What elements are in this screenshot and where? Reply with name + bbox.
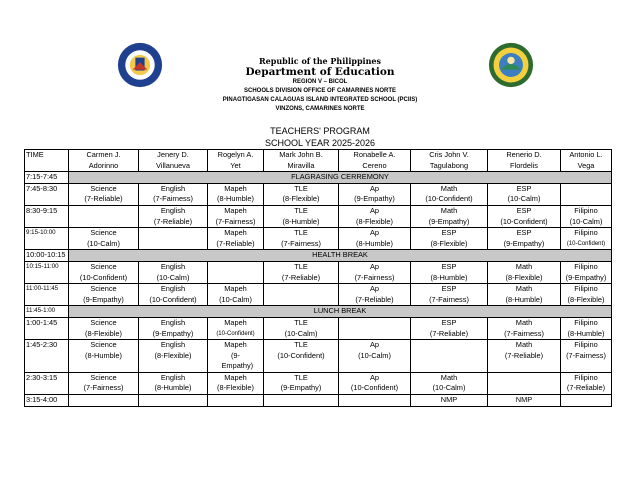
teacher-first-name: Carmen J. xyxy=(86,150,121,159)
republic-text: Republic of the Philippines xyxy=(258,56,381,66)
teacher-header xyxy=(69,150,139,172)
subject-label: Ap xyxy=(369,261,380,271)
teacher-last-name: Adorinno xyxy=(88,160,119,170)
class-cell xyxy=(411,395,488,407)
table-row xyxy=(25,317,612,339)
section-label: (9-Empathy) xyxy=(565,272,607,282)
subject-label: English xyxy=(160,317,186,327)
section-label: (7-Fairness) xyxy=(83,383,124,393)
subject-label: Math xyxy=(515,261,533,271)
class-cell xyxy=(561,317,612,339)
subject-label: Math xyxy=(515,317,533,327)
class-cell xyxy=(139,284,208,306)
class-cell xyxy=(488,340,561,373)
subject-label: Ap xyxy=(369,228,380,238)
class-cell xyxy=(561,372,612,394)
section-label: (10-Calm) xyxy=(87,238,120,248)
class-cell xyxy=(339,261,411,283)
subject-label: Mapeh xyxy=(224,205,247,215)
section-label: (7-Reliable) xyxy=(281,272,321,282)
class-cell xyxy=(208,261,264,283)
class-cell xyxy=(208,183,264,205)
table-row xyxy=(25,172,612,184)
table-row xyxy=(25,250,612,262)
subject-label: Ap xyxy=(369,372,380,382)
class-cell xyxy=(561,205,612,227)
teacher-last-name: Cereno xyxy=(362,160,387,170)
break-label: FLAGRASING CERREMONY xyxy=(69,172,612,184)
class-cell xyxy=(339,395,411,407)
section-label: (7-Reliable) xyxy=(84,194,123,204)
time-slot: 9:15-10:00 xyxy=(25,228,69,250)
subject-label: Mapeh xyxy=(224,228,247,238)
class-cell xyxy=(561,284,612,306)
subject-label: ESP xyxy=(516,228,532,238)
table-row xyxy=(25,340,612,373)
subject-label: Filipino xyxy=(574,317,598,327)
school-year: SCHOOL YEAR 2025-2026 xyxy=(264,138,376,148)
section-label: (10-Calm) xyxy=(358,350,391,360)
class-cell xyxy=(139,372,208,394)
subject-label: Ap xyxy=(369,340,380,350)
class-cell xyxy=(264,340,339,373)
class-cell xyxy=(69,340,139,373)
time-slot: 1:45-2:30 xyxy=(25,340,69,373)
subject-label: Science xyxy=(90,284,117,294)
class-cell xyxy=(208,340,264,373)
section-label: (8-Humble) xyxy=(217,194,254,204)
subject-label: Science xyxy=(90,228,117,238)
class-cell xyxy=(488,183,561,205)
class-cell xyxy=(411,372,488,394)
subject-label: ESP xyxy=(516,183,532,193)
section-label: (7-Fairness) xyxy=(153,194,193,204)
teacher-first-name: Jenery D. xyxy=(157,150,189,159)
time-slot: 1:00-1:45 xyxy=(25,317,69,339)
section-label: (10-Confident) xyxy=(216,330,255,337)
subject-label: Filipino xyxy=(574,284,598,294)
class-cell xyxy=(264,228,339,250)
subject-label: Science xyxy=(90,372,117,382)
region-text: REGION V – BICOL xyxy=(292,79,348,85)
section-label: (9-Empathy) xyxy=(503,238,545,248)
teacher-first-name: Cris John V. xyxy=(429,150,469,159)
school-location: VINZONS, CAMARINES NORTE xyxy=(275,106,365,112)
class-cell xyxy=(69,261,139,283)
subject-label: Science xyxy=(90,261,117,271)
section-label: (10-Calm) xyxy=(569,216,603,226)
teacher-first-name: Mark John B. xyxy=(279,150,323,159)
subject-label: English xyxy=(160,183,186,193)
teacher-last-name: Villanueva xyxy=(156,160,190,170)
class-cell xyxy=(488,205,561,227)
class-cell xyxy=(488,228,561,250)
class-cell xyxy=(69,183,139,205)
subject-label: TLE xyxy=(294,317,308,327)
subject-label: Math xyxy=(440,183,458,193)
class-cell xyxy=(208,228,264,250)
time-slot: 7:45-8:30 xyxy=(25,183,69,205)
section-label: (8-Flexible) xyxy=(282,194,320,204)
class-cell xyxy=(339,228,411,250)
section-label: (10-Calm) xyxy=(156,272,190,282)
section-label: (8-Humble) xyxy=(154,383,192,393)
section-label: (9-Empathy) xyxy=(221,350,254,371)
class-cell xyxy=(411,183,488,205)
table-row xyxy=(25,372,612,394)
class-cell xyxy=(339,183,411,205)
subject-label: English xyxy=(160,205,186,215)
section-label: (9-Empathy) xyxy=(152,328,194,338)
class-cell xyxy=(264,317,339,339)
subject-label: Filipino xyxy=(574,261,598,271)
break-label: LUNCH BREAK xyxy=(69,306,612,318)
class-cell xyxy=(139,317,208,339)
section-label: (7-Reliable) xyxy=(216,238,255,248)
section-label: (8-Humble) xyxy=(430,272,468,282)
program-title: TEACHERS' PROGRAM xyxy=(270,126,370,136)
class-cell xyxy=(69,205,139,227)
section-label: (9-Empathy) xyxy=(428,216,470,226)
section-label: (10-Confident) xyxy=(566,240,606,247)
section-label: (8-Flexible) xyxy=(505,272,543,282)
subject-label: NMP xyxy=(440,395,458,405)
section-label: (10-Confident) xyxy=(277,350,325,360)
section-label: (10-Confident) xyxy=(350,383,399,393)
section-label: (7-Reliable) xyxy=(153,216,193,226)
subject-label: TLE xyxy=(294,340,308,350)
subject-label: Filipino xyxy=(574,228,598,238)
time-header: TIME xyxy=(25,150,69,172)
teacher-header xyxy=(561,150,612,172)
class-cell xyxy=(208,317,264,339)
teacher-first-name: Antonio L. xyxy=(569,150,603,159)
teacher-last-name: Flordelis xyxy=(510,160,538,170)
subject-label: English xyxy=(160,372,186,382)
class-cell xyxy=(488,261,561,283)
section-label: (7-Reliable) xyxy=(504,350,544,360)
class-cell xyxy=(411,284,488,306)
subject-label: English xyxy=(160,261,186,271)
class-cell xyxy=(561,183,612,205)
break-label: HEALTH BREAK xyxy=(69,250,612,262)
subject-label: TLE xyxy=(294,228,308,238)
subject-label: Ap xyxy=(369,183,380,193)
class-cell xyxy=(208,205,264,227)
teacher-header xyxy=(264,150,339,172)
table-row xyxy=(25,228,612,250)
class-cell xyxy=(139,228,208,250)
class-cell xyxy=(139,261,208,283)
teacher-first-name: Ronabelle A. xyxy=(353,150,396,159)
class-cell xyxy=(561,228,612,250)
time-slot: 10:00-10:15 xyxy=(25,250,69,262)
class-cell xyxy=(488,317,561,339)
class-cell xyxy=(69,228,139,250)
subject-label: Filipino xyxy=(574,372,598,382)
time-slot: 10:15-11:00 xyxy=(25,261,69,283)
subject-label: Math xyxy=(515,340,533,350)
table-row xyxy=(25,183,612,205)
subject-label: ESP xyxy=(441,228,457,238)
letterhead xyxy=(0,57,640,114)
teacher-header xyxy=(488,150,561,172)
subject-label: Mapeh xyxy=(224,372,247,382)
class-cell xyxy=(488,284,561,306)
teacher-header xyxy=(411,150,488,172)
class-cell xyxy=(264,261,339,283)
section-label: (9-Empathy) xyxy=(83,294,124,304)
time-slot: 2:30-3:15 xyxy=(25,372,69,394)
section-label: (10-Calm) xyxy=(219,294,252,304)
section-label: (8-Flexible) xyxy=(567,294,605,304)
department-text: Department of Education xyxy=(245,66,395,78)
class-cell xyxy=(264,183,339,205)
class-cell xyxy=(69,317,139,339)
subject-label: TLE xyxy=(294,372,308,382)
section-label: (7-Fairness) xyxy=(429,294,469,304)
class-cell xyxy=(339,284,411,306)
time-slot: 11:00-11:45 xyxy=(25,284,69,306)
class-cell xyxy=(139,205,208,227)
teacher-first-name: Rogelyn A. xyxy=(217,150,254,159)
table-row xyxy=(25,284,612,306)
class-cell xyxy=(264,395,339,407)
subject-label: ESP xyxy=(441,284,457,294)
section-label: (9-Empathy) xyxy=(280,383,322,393)
section-label: (8-Flexible) xyxy=(356,216,393,226)
subject-label: TLE xyxy=(294,205,308,215)
section-label: (8-Humble) xyxy=(282,216,320,226)
section-label: (8-Flexible) xyxy=(430,238,468,248)
section-label: (10-Calm) xyxy=(284,328,318,338)
subject-label: Mapeh xyxy=(224,284,247,294)
subject-label: Science xyxy=(90,340,117,350)
time-slot: 11:45-1:00 xyxy=(25,306,69,318)
table-row xyxy=(25,395,612,407)
school-name: PINAGTIGASAN CALAGUAS ISLAND INTEGRATED SCHOOL (PCIIS) xyxy=(222,97,418,103)
subject-label: ESP xyxy=(441,261,457,271)
subject-label: NMP xyxy=(515,395,533,405)
class-cell xyxy=(139,183,208,205)
class-cell xyxy=(411,228,488,250)
table-row xyxy=(25,261,612,283)
class-cell xyxy=(339,317,411,339)
teacher-last-name: Yet xyxy=(230,160,241,170)
table-row xyxy=(25,205,612,227)
class-cell xyxy=(561,340,612,373)
subject-label: Filipino xyxy=(574,205,598,215)
subject-label: Science xyxy=(90,183,117,193)
schedule-table xyxy=(24,149,612,407)
section-label: (9-Empathy) xyxy=(354,194,395,204)
schedule-body xyxy=(25,150,612,407)
subject-label: Science xyxy=(90,317,117,327)
section-label: (7-Reliable) xyxy=(355,294,394,304)
teacher-header xyxy=(339,150,411,172)
section-label: (8-Flexible) xyxy=(217,383,254,393)
section-label: (7-Fairness) xyxy=(354,272,395,282)
time-slot: 7:15-7:45 xyxy=(25,172,69,184)
section-label: (10-Confident) xyxy=(149,294,197,304)
subject-label: Math xyxy=(515,284,533,294)
class-cell xyxy=(411,205,488,227)
class-cell xyxy=(411,261,488,283)
teacher-first-name: Renerio D. xyxy=(506,150,542,159)
section-label: (7-Fairness) xyxy=(215,216,256,226)
section-label: (8-Flexible) xyxy=(154,350,192,360)
class-cell xyxy=(208,395,264,407)
class-cell xyxy=(69,372,139,394)
class-cell xyxy=(488,395,561,407)
class-cell xyxy=(264,205,339,227)
subject-label: Ap xyxy=(369,205,380,215)
section-label: (10-Calm) xyxy=(507,194,541,204)
subject-label: Math xyxy=(440,372,458,382)
subject-label: Mapeh xyxy=(224,340,247,350)
teacher-header xyxy=(139,150,208,172)
class-cell xyxy=(411,340,488,373)
class-cell xyxy=(561,261,612,283)
section-label: (10-Confident) xyxy=(79,272,128,282)
section-label: (8-Flexible) xyxy=(85,328,122,338)
class-cell xyxy=(339,340,411,373)
subject-label: Math xyxy=(440,205,458,215)
class-cell xyxy=(69,284,139,306)
subject-label: TLE xyxy=(294,183,308,193)
section-label: (8-Humble) xyxy=(505,294,543,304)
subject-label: ESP xyxy=(441,317,457,327)
class-cell xyxy=(139,340,208,373)
table-row xyxy=(25,306,612,318)
section-label: (8-Humble) xyxy=(567,328,605,338)
section-label: (10-Calm) xyxy=(432,383,466,393)
subject-label: ESP xyxy=(516,205,532,215)
subject-label: Mapeh xyxy=(224,183,247,193)
subject-label: Mapeh xyxy=(224,317,247,327)
subject-label: Filipino xyxy=(574,340,598,350)
subject-label: English xyxy=(160,340,186,350)
subject-label: English xyxy=(160,284,186,294)
class-cell xyxy=(488,372,561,394)
section-label: (10-Confident) xyxy=(425,194,473,204)
section-label: (7-Fairness) xyxy=(281,238,321,248)
section-label: (7-Fairness) xyxy=(504,328,544,338)
time-slot: 8:30-9:15 xyxy=(25,205,69,227)
time-slot: 3:15-4:00 xyxy=(25,395,69,407)
teacher-last-name: Vega xyxy=(577,160,595,170)
class-cell xyxy=(339,372,411,394)
teacher-header xyxy=(208,150,264,172)
document-title xyxy=(0,125,640,149)
class-cell xyxy=(208,372,264,394)
class-cell xyxy=(208,284,264,306)
section-label: (8-Humble) xyxy=(85,350,122,360)
section-label: (7-Reliable) xyxy=(566,383,606,393)
class-cell xyxy=(411,317,488,339)
teacher-last-name: Miravilla xyxy=(287,160,315,170)
section-label: (7-Reliable) xyxy=(429,328,469,338)
subject-label: TLE xyxy=(294,261,308,271)
class-cell xyxy=(264,284,339,306)
section-label: (10-Confident) xyxy=(500,216,548,226)
class-cell xyxy=(339,205,411,227)
division-text: SCHOOLS DIVISION OFFICE OF CAMARINES NORTE xyxy=(243,88,396,94)
section-label: (7-Fairness) xyxy=(566,350,606,360)
section-label: (8-Humble) xyxy=(356,238,393,248)
class-cell xyxy=(69,395,139,407)
teacher-last-name: Tagulabong xyxy=(429,160,469,170)
class-cell xyxy=(561,395,612,407)
class-cell xyxy=(264,372,339,394)
subject-label: Ap xyxy=(369,284,380,294)
class-cell xyxy=(139,395,208,407)
table-header-row xyxy=(25,150,612,172)
